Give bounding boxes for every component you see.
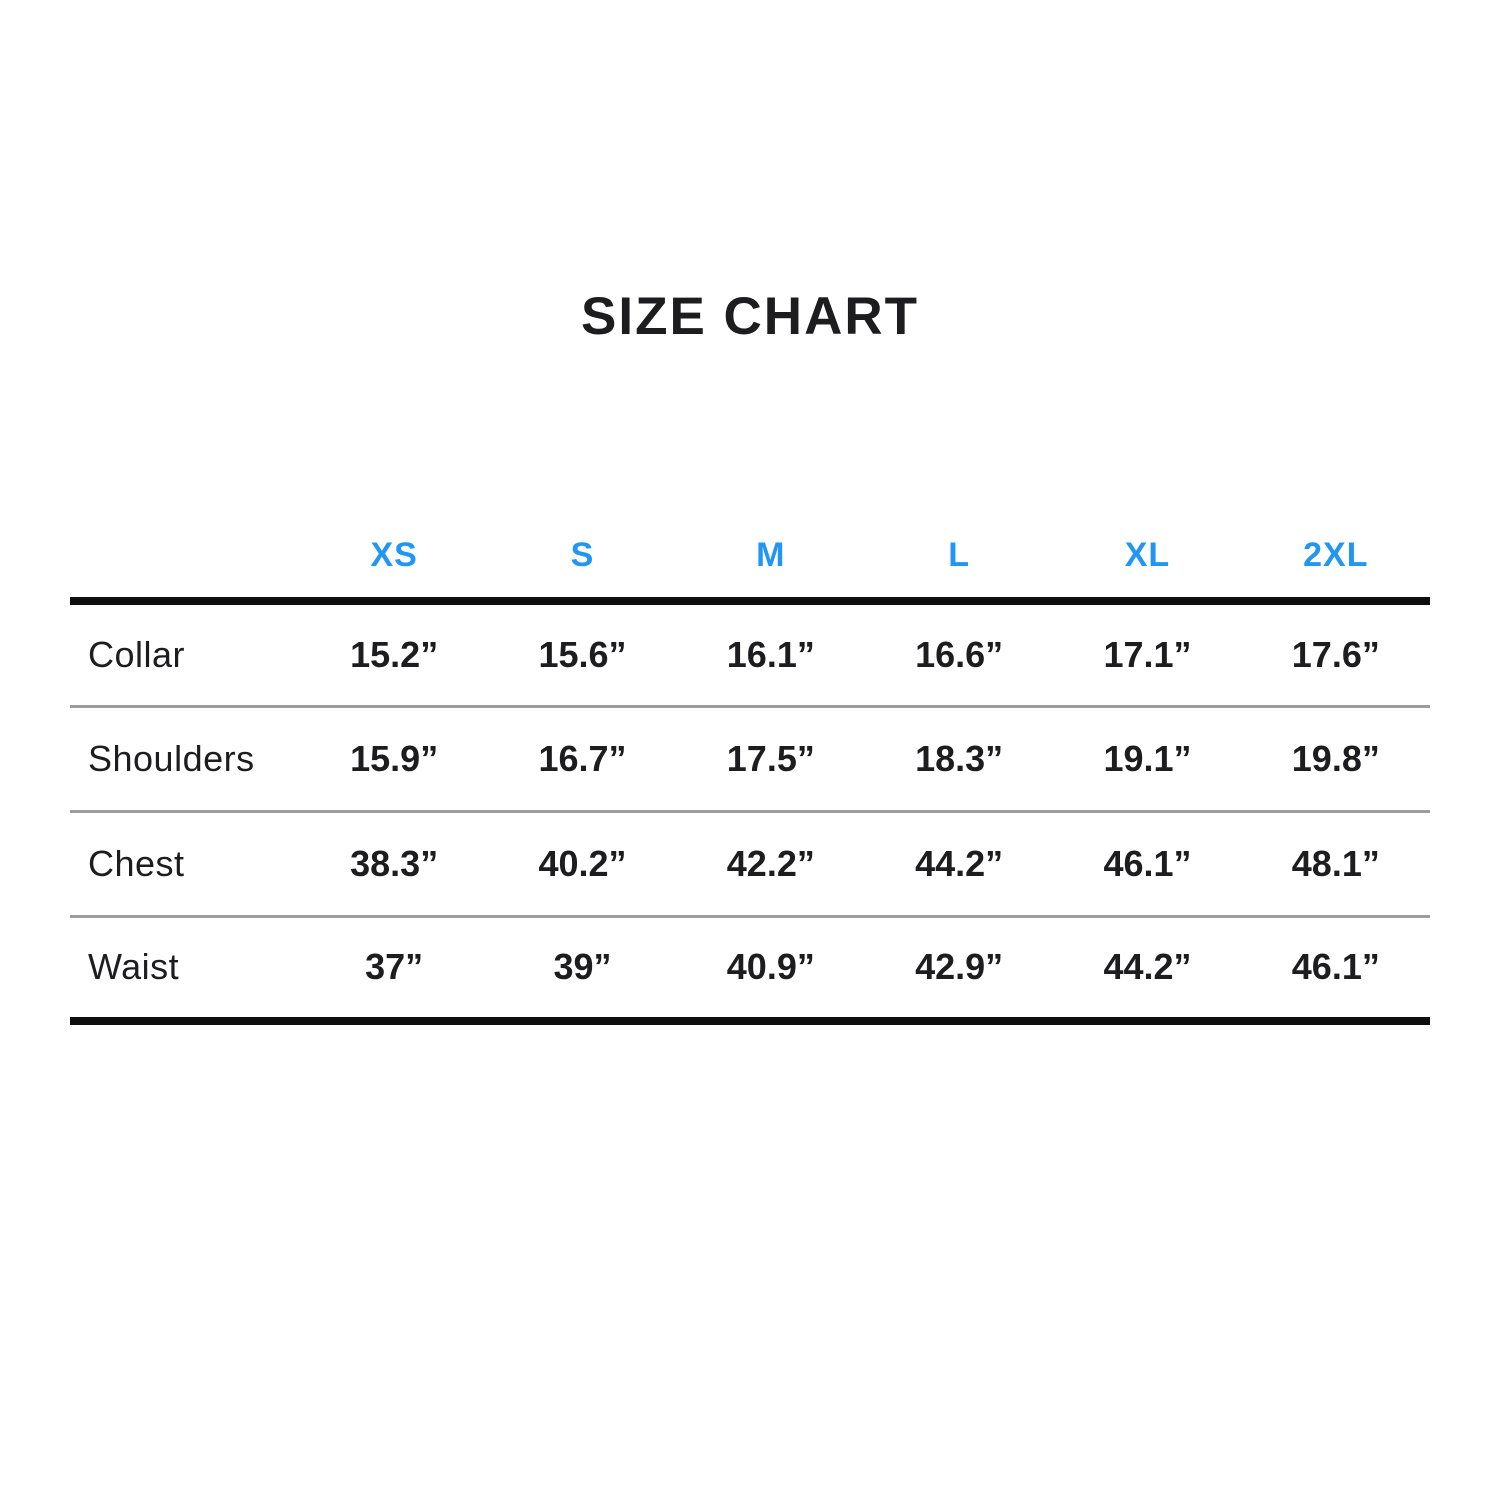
measurement-value-cell: 16.6” [915, 633, 1004, 675]
corner-cell [70, 513, 300, 601]
size-column-header-s: S [570, 535, 595, 574]
measurement-value-cell: 17.5” [726, 737, 815, 779]
measurement-value-cell: 38.3” [350, 842, 439, 884]
size-column-header-xl: XL [1124, 535, 1171, 574]
measurement-value-cell: 16.7” [538, 737, 627, 779]
size-header-row [70, 513, 1430, 601]
measurement-value-cell: 17.6” [1291, 633, 1380, 675]
measurement-value-cell: 16.1” [726, 633, 815, 675]
measurement-value-cell: 40.9” [726, 946, 815, 988]
measurement-row-label: Chest [88, 842, 185, 884]
measurement-value-cell: 15.2” [350, 633, 439, 675]
size-column-header-l: L [948, 535, 971, 574]
size-column-header-2xl: 2XL [1303, 535, 1369, 574]
page-title: SIZE CHART [581, 287, 919, 346]
size-chart-table [70, 513, 1430, 1025]
measurement-value-cell: 19.8” [1291, 737, 1380, 779]
size-column-header-m: M [756, 535, 786, 574]
measurement-value-cell: 17.1” [1103, 633, 1192, 675]
measurement-value-cell: 48.1” [1291, 842, 1380, 884]
table-row-collar [70, 601, 1430, 706]
measurement-row-label: Shoulders [88, 737, 255, 779]
measurement-value-cell: 18.3” [915, 737, 1004, 779]
table-row-shoulders [70, 706, 1430, 811]
measurement-value-cell: 39” [553, 946, 612, 988]
measurement-value-cell: 42.9” [915, 946, 1004, 988]
measurement-value-cell: 19.1” [1103, 737, 1192, 779]
measurement-value-cell: 44.2” [1103, 946, 1192, 988]
measurement-value-cell: 44.2” [915, 842, 1004, 884]
measurement-value-cell: 42.2” [726, 842, 815, 884]
measurement-value-cell: 15.9” [350, 737, 439, 779]
measurement-value-cell: 40.2” [538, 842, 627, 884]
measurement-value-cell: 37” [365, 946, 424, 988]
measurement-value-cell: 46.1” [1291, 946, 1380, 988]
table-row-waist [70, 916, 1430, 1021]
measurement-value-cell: 46.1” [1103, 842, 1192, 884]
measurement-value-cell: 15.6” [538, 633, 627, 675]
table-row-chest [70, 811, 1430, 916]
measurement-row-label: Waist [88, 946, 180, 988]
measurement-row-label: Collar [88, 633, 186, 675]
size-column-header-xs: XS [370, 535, 418, 574]
